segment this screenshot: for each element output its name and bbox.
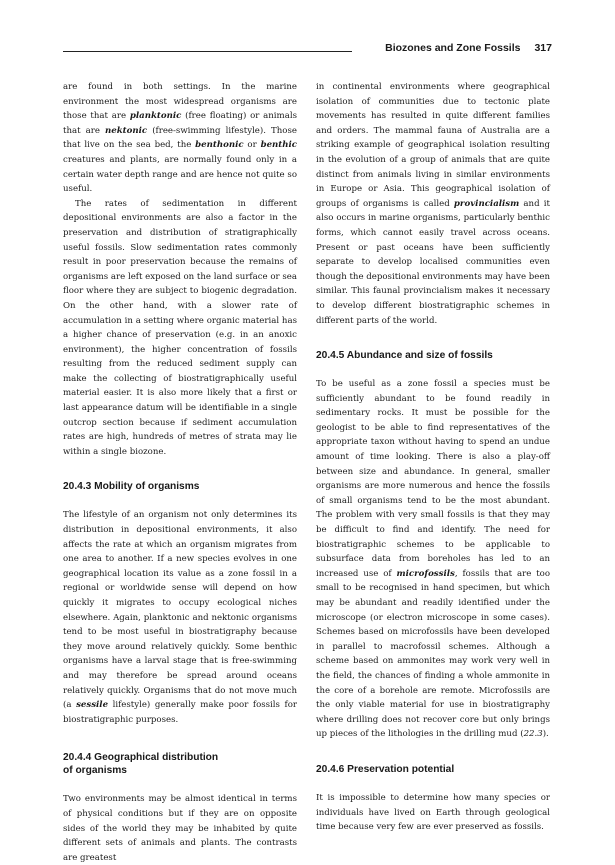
paragraph-abundance-and-size: To be useful as a zone fossil a species must be sufficiently abundant to be found readily in sedimentary rocks. It must be possible for the geologist to be able to find representatives of the appropriate taxon without having to spend an undue amount of time looking. There is also a play-off between size and abundance. In general, smaller organisms are more numerous and hence the fossils of small organisms tend to be the most abundant. The problem with very small fossils is that they may be difficult to find and identify. The need for biostratigraphic schemes to be applicable to subsurface data from boreholes has led to an increased use of microfossils, fossils that are too small to be recognised in hand specimen, but which may be abundant and readily identified under the microscope (or electron microscope in some cases). Schemes based on microfossils have been developed in parallel to macrofossil schemes. Although a scheme based on ammonites may work very well in the field, the chances of finding a whole ammonite in the core of a borehole are remote. Microfossils are the only viable material for use in biostratigraphy where drilling does not recover core but only brings up pieces of the lithologies in the drilling mud (22.3). bbox=[316, 379, 550, 740]
left-column bbox=[63, 80, 297, 865]
heading-abundance-and-size: 20.4.5 Abundance and size of fossils bbox=[316, 350, 493, 362]
keyword-sessile: sessile bbox=[76, 700, 109, 711]
keyword-benthic: benthic bbox=[260, 140, 298, 151]
page-number: 317 bbox=[534, 42, 552, 54]
keyword-microfossils: microfossils bbox=[396, 568, 455, 579]
keyword-nektonic: nektonic bbox=[105, 125, 148, 136]
heading-geographical-distribution: 20.4.4 Geographical distribution of organisms bbox=[63, 752, 219, 777]
paragraph-provincialism: in continental environments where geographical isolation of communities due to tectonic plate movements has resulted in quite different families and orders. The mammal fauna of Australia are a striking example of geographical isolation resulting in the evolution of a group of animals that are quite distinct from animals living in similar environments in Europe or Asia. This geographical isolation of groups of organisms is called provincialism and it also occurs in marine organisms, particularly benthic forms, which cannot easily travel across oceans. Present or past oceans have been sufficiently separate to develop localised communities even though the depositional environments may have been similar. This faunal provincialism makes it necessary to develop different biostratigraphic schemes in different parts of the world. bbox=[316, 82, 551, 326]
running-head bbox=[360, 42, 552, 54]
paragraph-mobility: The lifestyle of an organism not only determines its distribution in depositional environments, it also affects the rate at which an organism migrates from one area to another. If a new species evolves in one geographical location its value as a zone fossil in a regional or worldwide sense will depend on how quickly it migrates to occupy ecological niches elsewhere. Again, planktonic and nektonic organisms tend to be most useful in biostratigraphy because they move around relatively quickly. Some benthic organisms have a larval stage that is free-swimming and may therefore be spread around oceans relatively quickly. Organisms that do not move much (a sessile lifestyle) generally make poor fossils for biostratigraphic purposes. bbox=[63, 510, 298, 725]
running-title: Biozones and Zone Fossils bbox=[385, 42, 521, 54]
heading-preservation-potential: 20.4.6 Preservation potential bbox=[316, 763, 455, 775]
header-rule bbox=[63, 51, 352, 52]
paragraph-sedimentation-rates: The rates of sedimentation in different depositional environments are also a factor in the preservation and distribution of stratigraphically useful fossils. Slow sedimentation rates commonly result in poor preservation because the remains of organisms are left exposed on the land surface or sea floor where they are subject to biogenic degradation. On the other hand, with a slower rate of accumulation in a setting where organic material has a higher chance of preservation (e.g. in an anoxic environment), the higher concentration of fossils resulting from the reduced sediment supply can make the collecting of biostratigraphically useful material easier. It is also more likely that a first or last appearance datum will be identifiable in a single outcrop section because if sediment accumulation rates are high, hundreds of metres of strata may lie within a single biozone. bbox=[63, 198, 297, 457]
keyword-benthonic: benthonic bbox=[195, 140, 244, 151]
keyword-planktonic: planktonic bbox=[129, 111, 182, 122]
paragraph-preservation-potential: It is impossible to determine how many species or individuals have lived on Earth through geological time because very few are ever preserved as fossils. bbox=[316, 792, 550, 833]
section-reference[interactable]: 22.3 bbox=[523, 729, 543, 740]
heading-mobility-of-organisms: 20.4.3 Mobility of organisms bbox=[63, 481, 200, 493]
keyword-provincialism: provincialism bbox=[453, 198, 520, 209]
right-column bbox=[316, 80, 550, 835]
paragraph-geographical-distribution: Two environments may be almost identical in terms of physical conditions but if they are on opposite sides of the world they may be inhabited by quite different sets of animals and plants. The contrasts are greatest bbox=[63, 794, 297, 863]
paragraph-marine-environments: are found in both settings. In the marine environment the most widespread organisms are those that are planktonic (free floating) or animals that are nektonic (free-swimming lifestyle). Those that live on the sea bed, the benthonic or benthic creatures and plants, are normally found only in a certain water depth range and are hence not quite so useful. bbox=[63, 82, 298, 195]
